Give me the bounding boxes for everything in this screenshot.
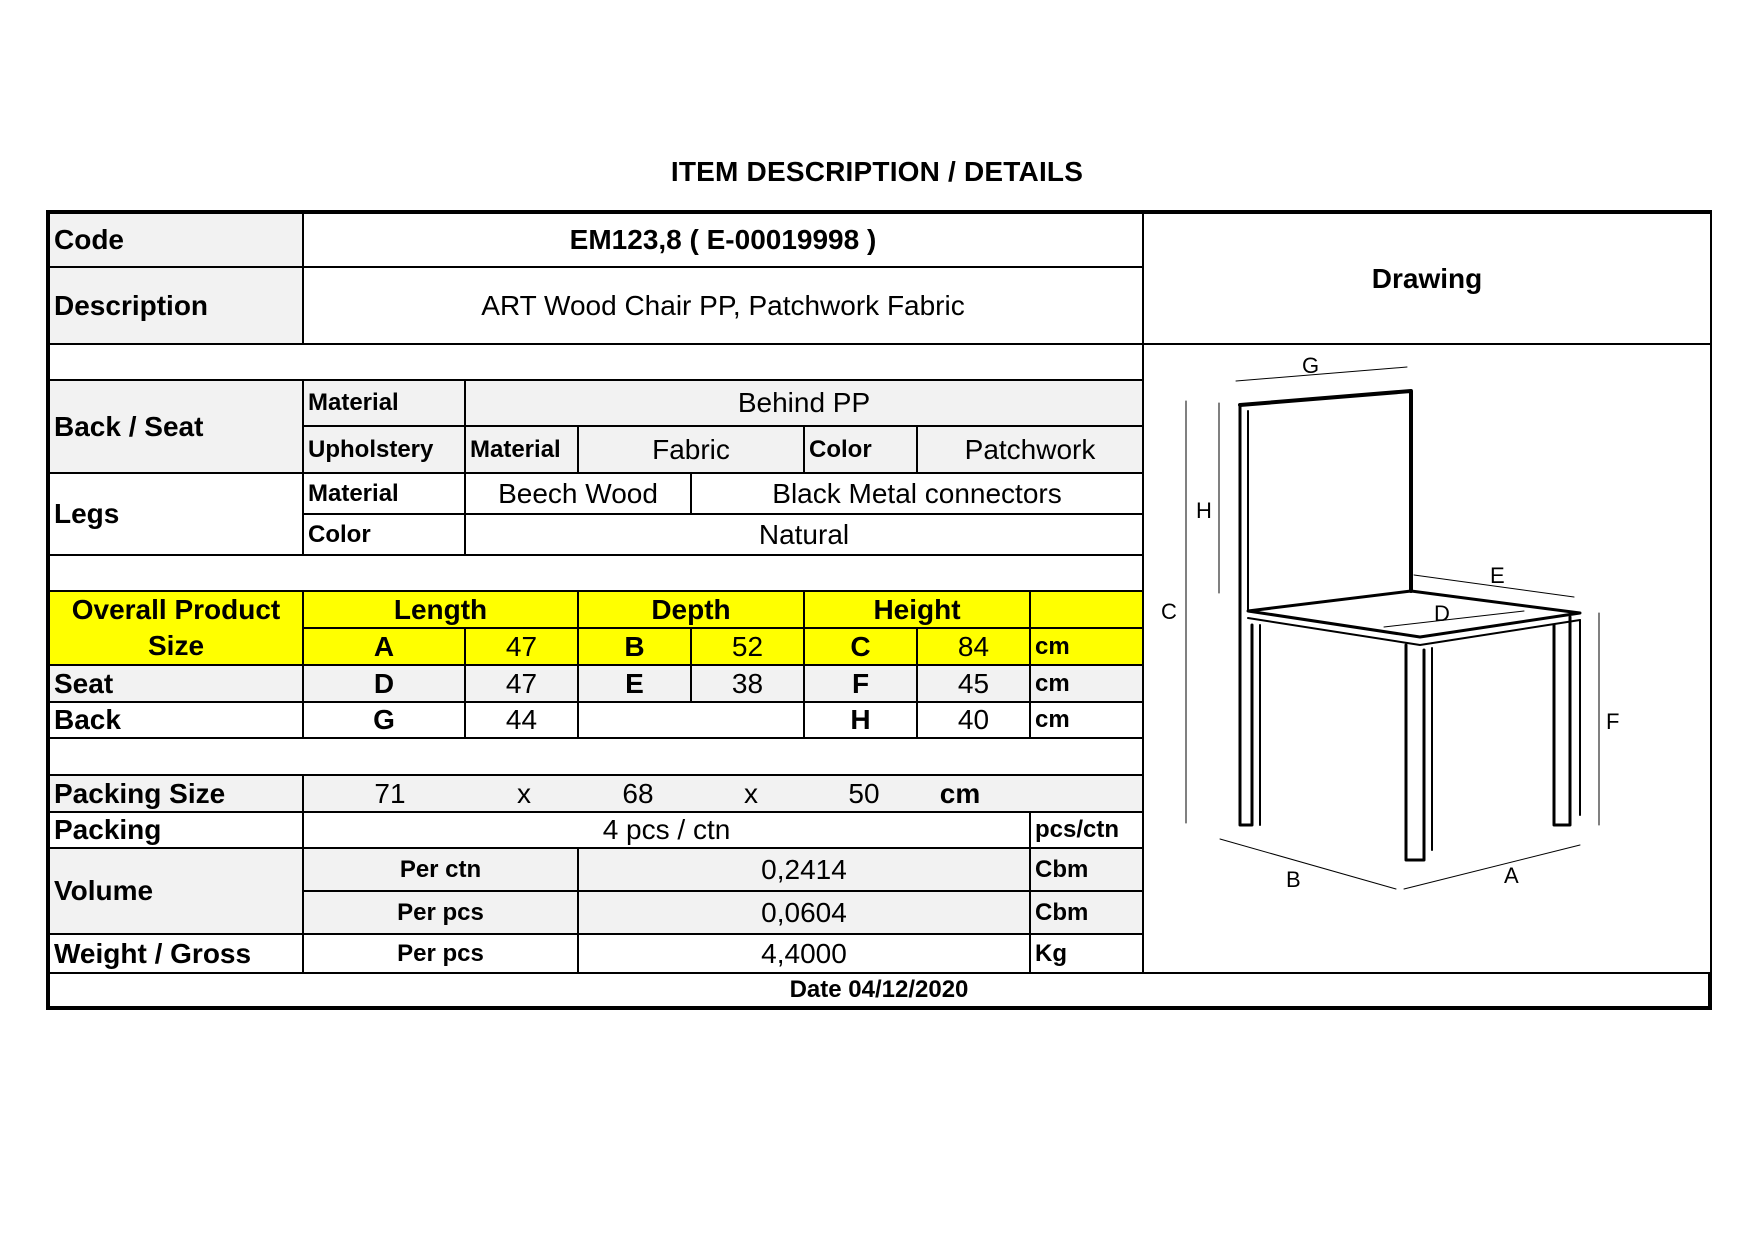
back-blank — [579, 703, 805, 739]
volume-label: Volume — [50, 849, 304, 935]
front-leg — [1406, 645, 1424, 860]
overall-b-key: B — [579, 629, 692, 666]
packing-label: Packing — [50, 813, 304, 849]
spacer-row-3 — [50, 739, 1144, 776]
back-h-value: 40 — [918, 703, 1031, 739]
seat-d-key: D — [304, 666, 466, 703]
volume-per-pcs-unit: Cbm — [1031, 892, 1144, 935]
volume-per-ctn-value: 0,2414 — [579, 849, 1031, 892]
page-title: ITEM DESCRIPTION / DETAILS — [670, 156, 1084, 187]
packing-value: 4 pcs / ctn — [304, 813, 1031, 849]
seat-label: Seat — [50, 666, 304, 703]
weight-per-pcs-label: Per pcs — [304, 935, 579, 974]
back-h-key: H — [805, 703, 918, 739]
drawing-letter-f: F — [1606, 709, 1620, 734]
packing-size-height: 50 — [848, 777, 880, 809]
drawing-letter-d: D — [1434, 601, 1450, 626]
drawing-letter-e: E — [1490, 563, 1505, 588]
overall-b-value: 52 — [692, 629, 805, 666]
overall-c-key: C — [805, 629, 918, 666]
description-label: Description — [50, 268, 304, 345]
length-header: Length — [304, 592, 579, 629]
description-value: ART Wood Chair PP, Patchwork Fabric — [304, 268, 1144, 345]
overall-unit: cm — [1031, 629, 1144, 666]
back-seat-label: Back / Seat — [50, 381, 304, 474]
code-value: EM123,8 ( E-00019998 ) — [304, 214, 1144, 268]
seat-d-value: 47 — [466, 666, 579, 703]
back-g-value: 44 — [466, 703, 579, 739]
spacer-row-2 — [50, 556, 1144, 592]
seat-outline — [1248, 591, 1580, 637]
chair-line-drawing — [1144, 345, 1710, 972]
back-g-key: G — [304, 703, 466, 739]
legs-material-value-1: Beech Wood — [466, 474, 692, 515]
seat-unit: cm — [1031, 666, 1144, 703]
legs-material-value-2: Black Metal connectors — [692, 474, 1144, 515]
legs-color-label: Color — [304, 515, 466, 556]
volume-per-pcs-label: Per pcs — [304, 892, 579, 935]
upholstery-color-label: Color — [805, 427, 918, 474]
height-header: Height — [805, 592, 1031, 629]
back-seat-material-value: Behind PP — [466, 381, 1144, 427]
packing-size-label: Packing Size — [50, 776, 304, 813]
overall-a-value: 47 — [466, 629, 579, 666]
overall-header-blank — [1031, 592, 1144, 629]
spacer-row-1 — [50, 345, 1144, 381]
dimension-line-a — [1404, 845, 1580, 889]
dimension-line-b — [1220, 839, 1396, 889]
weight-label: Weight / Gross — [50, 935, 304, 974]
drawing-letter-c: C — [1161, 599, 1177, 624]
overall-size-label: Overall Product Size — [50, 592, 304, 666]
drawing-header: Drawing — [1144, 214, 1710, 345]
volume-per-ctn-unit: Cbm — [1031, 849, 1144, 892]
packing-size-x-2: x — [744, 777, 758, 809]
upholstery-label: Upholstery — [304, 427, 466, 474]
legs-label: Legs — [50, 474, 304, 556]
legs-color-value: Natural — [466, 515, 1144, 556]
seat-e-value: 38 — [692, 666, 805, 703]
packing-size-width: 68 — [622, 777, 654, 809]
back-label: Back — [50, 703, 304, 739]
drawing-letter-g: G — [1302, 353, 1320, 378]
volume-per-ctn-label: Per ctn — [304, 849, 579, 892]
overall-c-value: 84 — [918, 629, 1031, 666]
packing-size-unit: cm — [939, 777, 981, 809]
code-label: Code — [50, 214, 304, 268]
packing-size-x-1: x — [517, 777, 531, 809]
back-seat-material-label: Material — [304, 381, 466, 427]
back-left-leg — [1240, 615, 1252, 825]
dimension-line-g — [1236, 367, 1407, 381]
drawing-letter-b: B — [1286, 867, 1301, 892]
overall-a-key: A — [304, 629, 466, 666]
drawing-letter-h: H — [1196, 498, 1212, 523]
depth-header: Depth — [579, 592, 805, 629]
packing-size-length: 71 — [374, 777, 406, 809]
back-unit: cm — [1031, 703, 1144, 739]
weight-value: 4,4000 — [579, 935, 1031, 974]
weight-unit: Kg — [1031, 935, 1144, 974]
chair-drawing — [1144, 345, 1710, 974]
drawing-letter-a: A — [1504, 863, 1519, 888]
backrest-outline — [1240, 391, 1411, 591]
upholstery-color-value: Patchwork — [918, 427, 1144, 474]
seat-front-edge — [1248, 618, 1580, 645]
packing-size-row — [304, 776, 1144, 813]
front-right-leg — [1554, 617, 1570, 825]
volume-per-pcs-value: 0,0604 — [579, 892, 1031, 935]
upholstery-material-value: Fabric — [579, 427, 805, 474]
date: Date 04/12/2020 — [50, 974, 1708, 1006]
spec-sheet — [46, 210, 1712, 1010]
upholstery-material-label: Material — [466, 427, 579, 474]
packing-unit: pcs/ctn — [1031, 813, 1144, 849]
seat-e-key: E — [579, 666, 692, 703]
legs-material-label: Material — [304, 474, 466, 515]
seat-f-key: F — [805, 666, 918, 703]
seat-f-value: 45 — [918, 666, 1031, 703]
